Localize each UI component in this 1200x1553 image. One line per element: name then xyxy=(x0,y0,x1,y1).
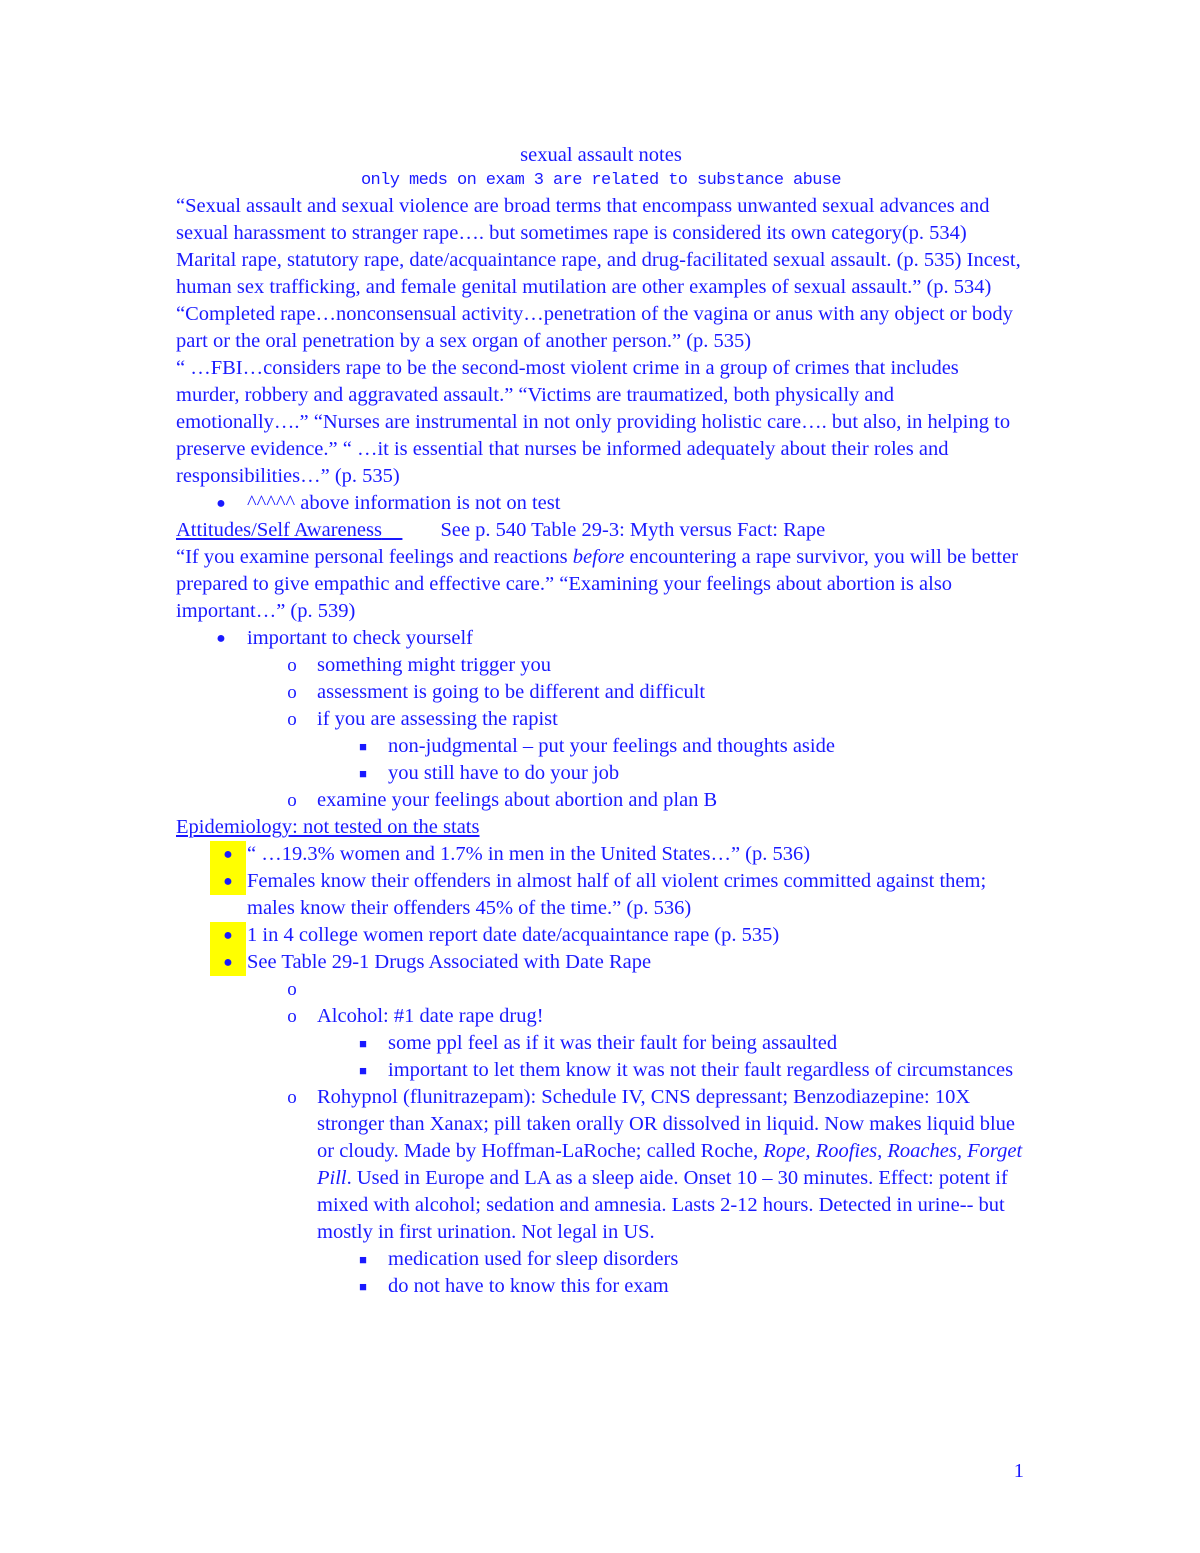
bullet-square-icon: ■ xyxy=(359,1036,367,1051)
bullet-circle-icon: o xyxy=(287,709,297,730)
list-item: ● 1 in 4 college women report date date/acquaintance rape (p. 535) xyxy=(176,922,1026,949)
bullet-square-icon: ■ xyxy=(359,1279,367,1294)
list-item: o Rohypnol (flunitrazepam): Schedule IV, CNS depressant; Benzodiazepine: 10X stronger than Xanax; pill taken orally OR dissolved in liquid. Now makes liquid blue or cloudy. Made by Hoffman-LaRoche; called Roche, Rope, Roofies, Roaches, Forget Pill. Used in Europe and LA as a sleep aide. Onset 10 – 30 minutes. Effect: potent if mixed with alcohol; sedation and amnesia. Lasts 2-12 hours. Detected in urine-- but mostly in first urination. Not legal in US. xyxy=(176,1084,1026,1246)
bullet-square-icon: ■ xyxy=(359,739,367,754)
attitudes-reference: See p. 540 Table 29-3: Myth versus Fact: Rape xyxy=(440,519,826,541)
list-item: ■ medication used for sleep disorders xyxy=(176,1246,1026,1273)
list-item: ■ you still have to do your job xyxy=(176,760,1026,787)
list-item: ● Females know their offenders in almost half of all violent crimes committed against them; males know their offenders 45% of the time.” (p. 536) xyxy=(176,868,1026,922)
page-title: sexual assault notes xyxy=(520,144,682,166)
bullet-disc-icon: ● xyxy=(210,841,246,868)
bullet-disc-icon: ● xyxy=(216,495,226,512)
list-item: ● See Table 29-1 Drugs Associated with Date Rape xyxy=(176,949,1026,976)
bullet-disc-icon: ● xyxy=(210,922,246,949)
intro-paragraph: “Sexual assault and sexual violence are broad terms that encompass unwanted sexual advances and sexual harassment to stranger rape…. but sometimes rape is considered its own category(p. 534) Marital rape, statutory rape, date/acquaintance rape, and drug-facilitated sexual assault. (p. 535) Incest, human sex trafficking, and female genital mutilation are other examples of sexual assault.” (p. 534) xyxy=(176,195,1021,298)
page-content xyxy=(176,142,1026,1300)
attitudes-quote: “If you examine personal feelings and reactions before encountering a rape survivor, you will be better prepared to give empathic and effective care.” “Examining your feelings about abortion is also important…” (p. 539) xyxy=(176,546,1019,622)
page-number: 1 xyxy=(1013,1460,1024,1482)
bullet-disc-icon: ● xyxy=(216,630,226,647)
bullet-circle-icon: o xyxy=(287,1006,297,1027)
bullet-circle-icon: o xyxy=(287,1087,297,1108)
page-subtitle: only meds on exam 3 are related to substance abuse xyxy=(360,171,842,190)
bullet-disc-icon: ● xyxy=(210,949,246,976)
list-item: ● important to check yourself xyxy=(176,625,1026,652)
list-item: o Alcohol: #1 date rape drug! xyxy=(176,1003,1026,1030)
bullet-circle-icon: o xyxy=(287,979,297,1000)
list-item: ■ important to let them know it was not their fault regardless of circumstances xyxy=(176,1057,1026,1084)
list-item: ■ non-judgmental – put your feelings and thoughts aside xyxy=(176,733,1026,760)
list-item: ■ do not have to know this for exam xyxy=(176,1273,1026,1300)
attitudes-heading: Attitudes/Self Awareness xyxy=(176,519,382,541)
bullet-circle-icon: o xyxy=(287,682,297,703)
attitudes-line xyxy=(176,517,1026,544)
list-item xyxy=(176,976,1026,1003)
list-item: ■ some ppl feel as if it was their fault for being assaulted xyxy=(176,1030,1026,1057)
epidemiology-list xyxy=(176,841,1026,1300)
list-item: ● ^^^^^ above information is not on test xyxy=(176,490,1026,517)
bullet-square-icon: ■ xyxy=(359,1252,367,1267)
fbi-paragraph: “ …FBI…considers rape to be the second-most violent crime in a group of crimes that includes murder, robbery and aggravated assault.” “Victims are traumatized, both physically and emotionally….” “Nurses are instrumental in not only providing holistic care…. but also, in helping to preserve evidence.” “ …it is essential that nurses be informed adequately about their roles and responsibilities…” (p. 535) xyxy=(176,357,1011,487)
list-item: o if you are assessing the rapist xyxy=(176,706,1026,733)
list-item: ● “ …19.3% women and 1.7% in men in the United States…” (p. 536) xyxy=(176,841,1026,868)
epidemiology-heading: Epidemiology: not tested on the stats xyxy=(176,816,480,838)
completed-rape-paragraph: “Completed rape…nonconsensual activity…penetration of the vagina or anus with any object or body part or the oral penetration by a sex organ of another person.” (p. 535) xyxy=(176,303,1013,352)
bullet-square-icon: ■ xyxy=(359,766,367,781)
note-list xyxy=(176,490,1026,517)
bullet-circle-icon: o xyxy=(287,790,297,811)
bullet-circle-icon: o xyxy=(287,655,297,676)
attitudes-list xyxy=(176,625,1026,814)
list-item: o examine your feelings about abortion and plan B xyxy=(176,787,1026,814)
list-item: o something might trigger you xyxy=(176,652,1026,679)
bullet-disc-icon: ● xyxy=(210,868,246,895)
bullet-square-icon: ■ xyxy=(359,1063,367,1078)
list-item: o assessment is going to be different and difficult xyxy=(176,679,1026,706)
